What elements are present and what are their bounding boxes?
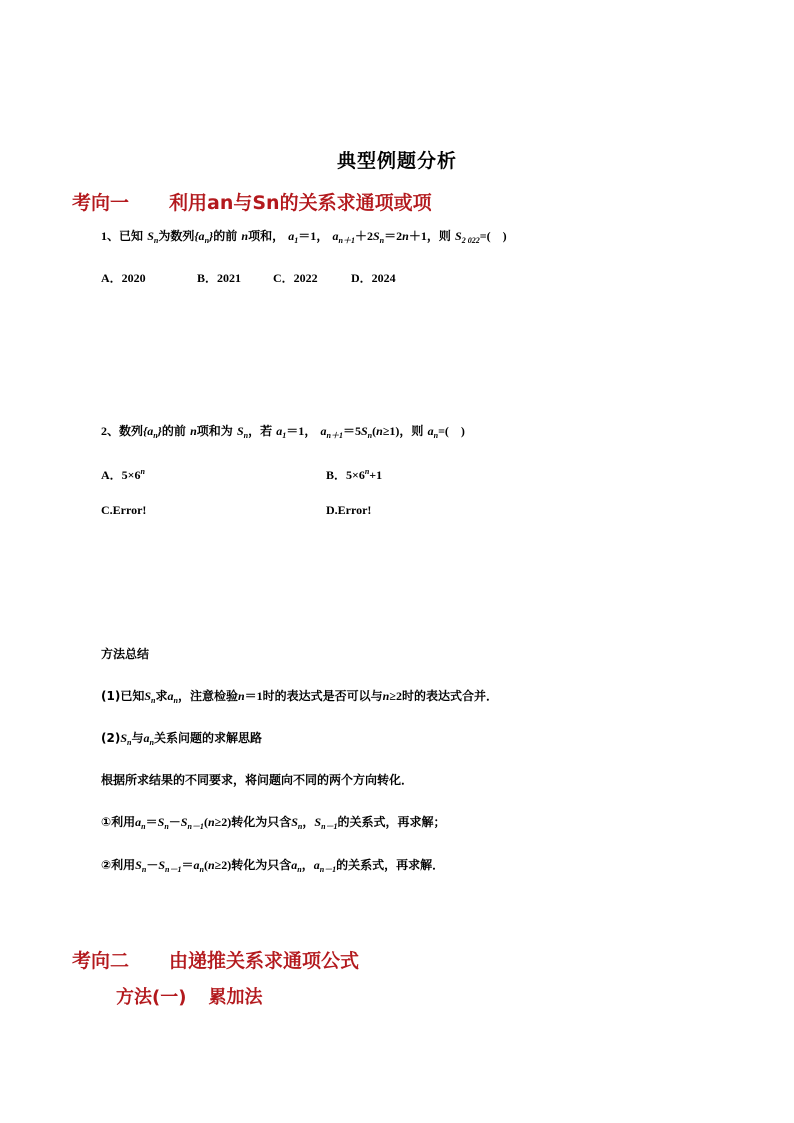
option-a: A．2020 xyxy=(101,271,146,285)
question-2: 2、数列$\{a_n\}$的前 n项和为 $S_n$，若 $a_1=1$， $a_{n+1}=5S_n(n\ge 1)$，则 $a_n=$( ) xyxy=(101,424,465,440)
summary-point-2: $(2)S_n$与$a_n$关系问题的求解思路 xyxy=(101,731,262,747)
section-heading-2 xyxy=(72,946,359,973)
summary-heading: 方法总结 xyxy=(101,647,150,661)
question-1: 1、已知 $S_n$为数列$\{a_n\}$的前 n项和， $a_1=1$， $a_{n+1}+2S_n=2n+1$，则 $S_{2 022}=$( ) xyxy=(101,229,507,245)
option-b: B．$5\times 6^n+1$ xyxy=(326,467,383,482)
option-d: D．2024 xyxy=(351,271,396,285)
option-c: C．2022 xyxy=(273,271,318,285)
summary-point-3: 根据所求结果的不同要求，将问题向不同的两个方向转化． xyxy=(101,773,414,787)
section-label: 考向二 xyxy=(72,950,130,972)
option-b: B．2021 xyxy=(197,271,242,285)
summary-point-1: (1)已知$S_n$求$a_n$，注意检验n＝1时的表达式是否可以与n≥2时的表达式合并． xyxy=(101,689,498,705)
section-title: 利用an与Sn的关系求通项或项 xyxy=(169,192,432,214)
section-label: 考向一 xyxy=(72,192,130,214)
option-c: C.Error! xyxy=(101,503,147,517)
method-title: 累加法 xyxy=(208,987,263,1008)
summary-point-5: ②利用$S_n-S_{n-1}=a_n(n\ge 2)$转化为只含$a_n$，$a_{n-1}$的关系式，再求解． xyxy=(101,858,445,874)
method-heading xyxy=(116,983,262,1009)
option-a: A．$5\times 6^n$ xyxy=(101,467,145,482)
page-title: 典型例题分析 xyxy=(336,150,457,172)
section-title: 由递推关系求通项公式 xyxy=(169,950,360,972)
section-heading-1 xyxy=(72,188,432,215)
option-d: D.Error! xyxy=(326,503,372,517)
method-label: 方法(一) xyxy=(116,987,187,1008)
summary-point-4: ①利用$a_n=S_n-S_{n-1}(n\ge 2)$转化为只含$S_n$，$S_{n-1}$的关系式，再求解； xyxy=(101,815,446,831)
